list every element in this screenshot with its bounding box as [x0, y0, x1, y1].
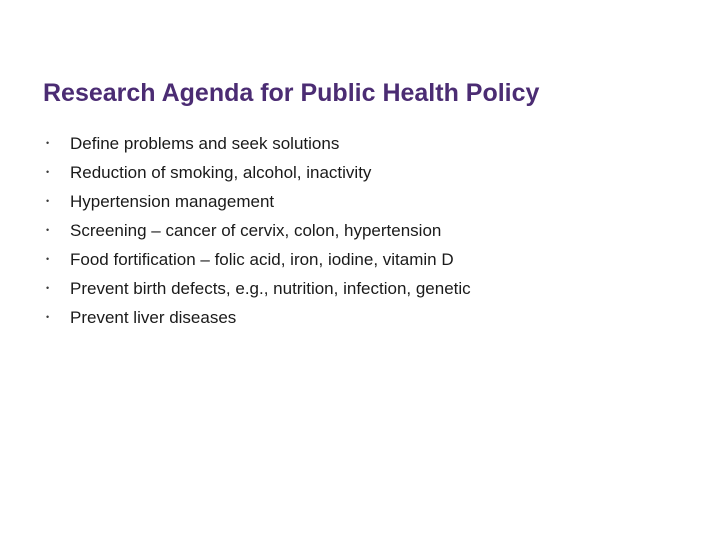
bullet-text: Prevent liver diseases	[70, 308, 237, 327]
bullet-icon: •	[46, 283, 50, 293]
bullet-icon: •	[46, 312, 50, 322]
bullet-icon: •	[46, 196, 50, 206]
bullet-icon: •	[46, 138, 50, 148]
slide-title: Research Agenda for Public Health Policy	[43, 79, 540, 107]
bullet-text: Reduction of smoking, alcohol, inactivity	[70, 163, 372, 182]
bullet-text: Food fortification – folic acid, iron, iodine, vitamin D	[70, 250, 454, 269]
bullet-text: Screening – cancer of cervix, colon, hypertension	[70, 221, 442, 240]
bullet-icon: •	[46, 225, 50, 235]
bullet-text: Define problems and seek solutions	[70, 134, 340, 153]
bullet-text: Hypertension management	[70, 192, 275, 211]
bullet-icon: •	[46, 167, 50, 177]
bullet-icon: •	[46, 254, 50, 264]
bullet-text: Prevent birth defects, e.g., nutrition, infection, genetic	[70, 279, 471, 298]
